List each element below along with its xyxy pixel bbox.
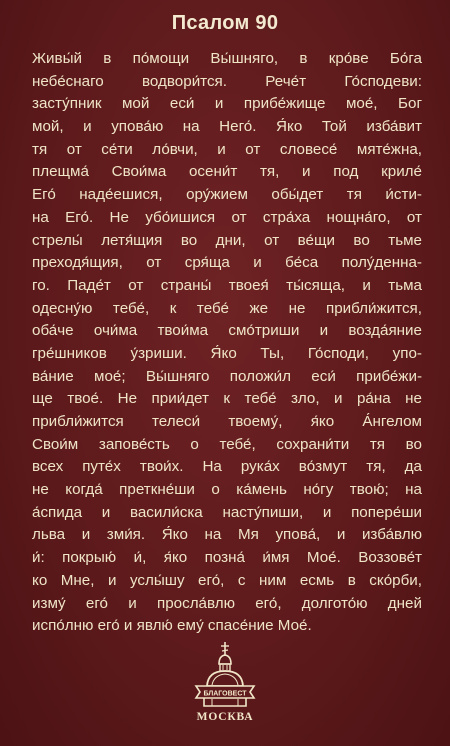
psalm-line: тя от се́ти ло́вчи, и от словесе́ мяте́жна, [32,140,422,158]
page-title: Псалом 90 [171,12,279,34]
psalm-line: мой, и упова́ю на Него́. Я́ко Той изба́вит [32,118,422,136]
psalm-line: небе́снаго водвори́тся. Рече́т Го́сподеви: [32,72,422,90]
psalm-line: всех путе́х твои́х. На рука́х во́змут тя, да [32,458,422,476]
publisher-logo [192,640,258,708]
psalm-line: оба́че очи́ма твои́ма смо́триши и возда́яние [32,322,422,340]
psalm-line: а́спида и васили́ска насту́пиши, и попере́ши [32,503,422,521]
psalm-line: го. Паде́т от страны́ твоея́ ты́сяща, и тьма [32,276,422,294]
psalm-line: засту́пник мой еси́ и прибе́жище мое́, Бог [32,95,422,113]
psalm-line: не когда́ преткне́ши о ка́мень но́гу твою́; на [32,481,422,499]
psalm-line: Живы́й в по́мощи Вы́шняго, в кро́ве Бо́га [32,50,422,67]
psalm-line: ще твое́. Не прии́дет к тебе́ зло, и ра́на не [32,390,422,408]
psalm-line: льва и зми́я. Я́ко на Мя упова́, и изба́влю [32,526,422,544]
psalm-line: прибли́жится телеси́ твоему́, я́ко А́нгелом [32,413,422,430]
psalm-line: преходя́щия, от сря́ща и бе́са полу́денна- [32,254,422,272]
psalm-line: стрелы́ летя́щия во дни, от ве́щи во тьме [32,231,422,249]
psalm-line: ва́ние мое́; Вы́шняго положи́л еси́ прибе́жи- [32,367,422,385]
psalm-line: Свои́м запове́сть о тебе́, сохрани́ти тя во [32,435,422,453]
psalm-line: испо́лню его́ и явлю́ ему́ спасе́ние Мое́. [32,617,312,635]
psalm-line: Его́ наде́ешися, ору́жием обы́дет тя и́сти- [32,186,422,204]
psalm-line: на Его́. Не убо́ишися от стра́ха нощна́го, от [32,208,422,226]
psalm-line: гре́шников у́зриши. Я́ко Ты, Го́споди, упо- [32,344,422,362]
psalm-line: и́: покрыю́ и́, я́ко позна́ и́мя Мое́. Воззове́т [32,549,422,567]
psalm-line: одесну́ю тебе́, к тебе́ же не прибли́жится, [32,299,422,317]
psalm-line: плещма́ Свои́ма осени́т тя, и под криле́ [32,163,422,181]
psalm-line: изму́ его́ и просла́влю его́, долгото́ю дней [32,594,422,612]
svg-text:БЛАГОВЕСТ: БЛАГОВЕСТ [203,690,247,698]
psalm-text [32,48,422,638]
publisher-city: МОСКВА [196,711,254,723]
psalm-line: ко Мне, и услы́шу его́, с ним есмь в ско́рби, [32,571,422,589]
